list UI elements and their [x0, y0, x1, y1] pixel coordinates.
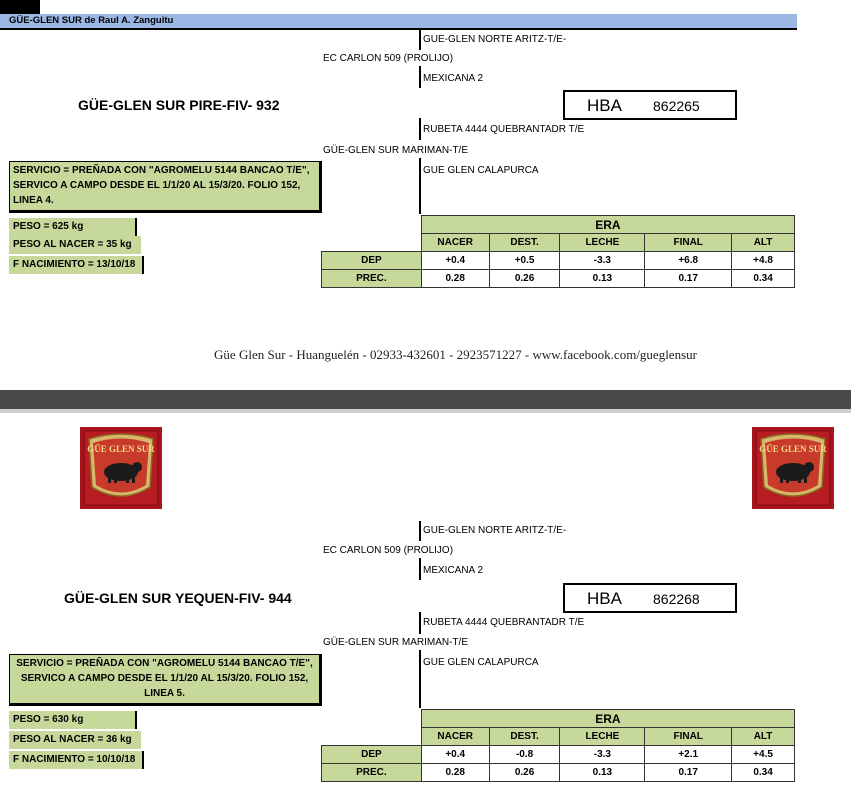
- hba-label: HBA: [587, 589, 622, 608]
- era-dep-value: -3.3: [560, 252, 645, 270]
- pedigree-sire-sire: GUE-GLEN NORTE ARITZ-T/E-: [423, 525, 567, 536]
- era-dep-value: +4.5: [732, 746, 795, 764]
- era-title: ERA: [421, 216, 794, 234]
- svg-text:GÜE GLEN SUR: GÜE GLEN SUR: [759, 444, 827, 454]
- era-prec-value: 0.17: [645, 270, 732, 288]
- peso-al-nacer: PESO AL NACER = 35 kg: [9, 236, 141, 254]
- hba-number: 862268: [653, 591, 700, 607]
- hba-box: [563, 90, 737, 120]
- era-col-leche: LECHE: [560, 234, 645, 252]
- pedigree-dam-sire: RUBETA 4444 QUEBRANTADR T/E: [423, 617, 585, 628]
- pedigree-sire: EC CARLON 509 (PROLIJO): [323, 545, 454, 556]
- era-dep-value: +0.4: [421, 746, 489, 764]
- era-title: ERA: [421, 710, 794, 728]
- peso-al-nacer: PESO AL NACER = 36 kg: [9, 731, 141, 749]
- hba-box: [563, 583, 737, 613]
- era-prec-value: 0.26: [489, 270, 560, 288]
- era-table: [321, 215, 795, 288]
- era-col-final: FINAL: [645, 234, 732, 252]
- era-col-leche: LECHE: [560, 728, 645, 746]
- era-prec-value: 0.13: [560, 764, 645, 782]
- era-dep-value: +2.1: [645, 746, 732, 764]
- era-col-dest: DEST.: [489, 728, 560, 746]
- fecha-nacimiento: F NACIMIENTO = 13/10/18: [9, 256, 144, 274]
- era-dep-value: -0.8: [489, 746, 560, 764]
- era-dep-value: +4.8: [732, 252, 795, 270]
- era-prec-value: 0.34: [732, 270, 795, 288]
- pedigree-line: [419, 30, 421, 50]
- era-col-nacer: NACER: [421, 234, 489, 252]
- era-prec-value: 0.34: [732, 764, 795, 782]
- logo-emblem-icon: [752, 427, 834, 509]
- era-dep-value: +0.4: [421, 252, 489, 270]
- era-prec-value: 0.17: [645, 764, 732, 782]
- animal-name: GÜE-GLEN SUR PIRE-FIV- 932: [78, 97, 280, 113]
- pedigree-line: [419, 158, 421, 214]
- era-dep-value: +0.5: [489, 252, 560, 270]
- pedigree-line: [419, 521, 421, 541]
- pedigree-line: [419, 66, 421, 88]
- era-dep-label: DEP: [322, 746, 422, 764]
- era-prec-label: PREC.: [322, 270, 422, 288]
- era-col-alt: ALT: [732, 234, 795, 252]
- era-dep-label: DEP: [322, 252, 422, 270]
- era-prec-value: 0.13: [560, 270, 645, 288]
- footer-contact: Güe Glen Sur - Huanguelén - 02933-432601 - 2923571227 - www.facebook.com/gueglensur: [214, 347, 697, 362]
- top-black-tab: [0, 0, 40, 14]
- era-table: [321, 709, 795, 782]
- logo-emblem-icon: [80, 427, 162, 509]
- pedigree-sire-dam: MEXICANA 2: [423, 565, 484, 576]
- era-col-nacer: NACER: [421, 728, 489, 746]
- fecha-nacimiento: F NACIMIENTO = 10/10/18: [9, 751, 144, 769]
- title-divider: [0, 28, 797, 30]
- servicio-note: SERVICIO = PREÑADA CON "AGROMELU 5144 BANCAO T/E", SERVICO A CAMPO DESDE EL 1/1/20 AL 15/3/20. FOLIO 152, LINEA 5.: [9, 654, 322, 706]
- svg-text:GÜE GLEN SUR: GÜE GLEN SUR: [87, 444, 155, 454]
- animal-name: GÜE-GLEN SUR YEQUEN-FIV- 944: [64, 590, 292, 606]
- era-prec-value: 0.28: [421, 764, 489, 782]
- pedigree-sire-sire: GUE-GLEN NORTE ARITZ-T/E-: [423, 34, 567, 45]
- era-dep-value: -3.3: [560, 746, 645, 764]
- page-separator: [0, 390, 851, 409]
- era-col-final: FINAL: [645, 728, 732, 746]
- pedigree-dam-dam: GUE GLEN CALAPURCA: [423, 657, 539, 668]
- hba-label: HBA: [587, 96, 622, 115]
- logo-right: [752, 427, 834, 509]
- servicio-note: SERVICIO = PREÑADA CON "AGROMELU 5144 BANCAO T/E", SERVICO A CAMPO DESDE EL 1/1/20 AL 15/3/20. FOLIO 152, LINEA 4.: [9, 161, 322, 213]
- pedigree-line: [419, 558, 421, 580]
- pedigree-dam: GÜE-GLEN SUR MARIMAN-T/E: [323, 145, 469, 156]
- pedigree-line: [419, 612, 421, 634]
- pedigree-dam-sire: RUBETA 4444 QUEBRANTADR T/E: [423, 124, 585, 135]
- pedigree-line: [419, 118, 421, 140]
- era-prec-value: 0.26: [489, 764, 560, 782]
- era-dep-value: +6.8: [645, 252, 732, 270]
- peso: PESO = 625 kg: [9, 218, 137, 236]
- pedigree-sire: EC CARLON 509 (PROLIJO): [323, 53, 454, 64]
- peso: PESO = 630 kg: [9, 711, 137, 729]
- pedigree-dam: GÜE-GLEN SUR MARIMAN-T/E: [323, 637, 469, 648]
- hba-number: 862265: [653, 98, 700, 114]
- era-prec-value: 0.28: [421, 270, 489, 288]
- era-col-dest: DEST.: [489, 234, 560, 252]
- breeder-title-bar: GÜE-GLEN SUR de Raul A. Zanguitu: [0, 14, 797, 28]
- page-separator-shadow: [0, 409, 851, 413]
- era-col-alt: ALT: [732, 728, 795, 746]
- era-prec-label: PREC.: [322, 764, 422, 782]
- pedigree-dam-dam: GUE GLEN CALAPURCA: [423, 165, 539, 176]
- pedigree-line: [419, 650, 421, 708]
- logo-left: [80, 427, 162, 509]
- pedigree-sire-dam: MEXICANA 2: [423, 73, 484, 84]
